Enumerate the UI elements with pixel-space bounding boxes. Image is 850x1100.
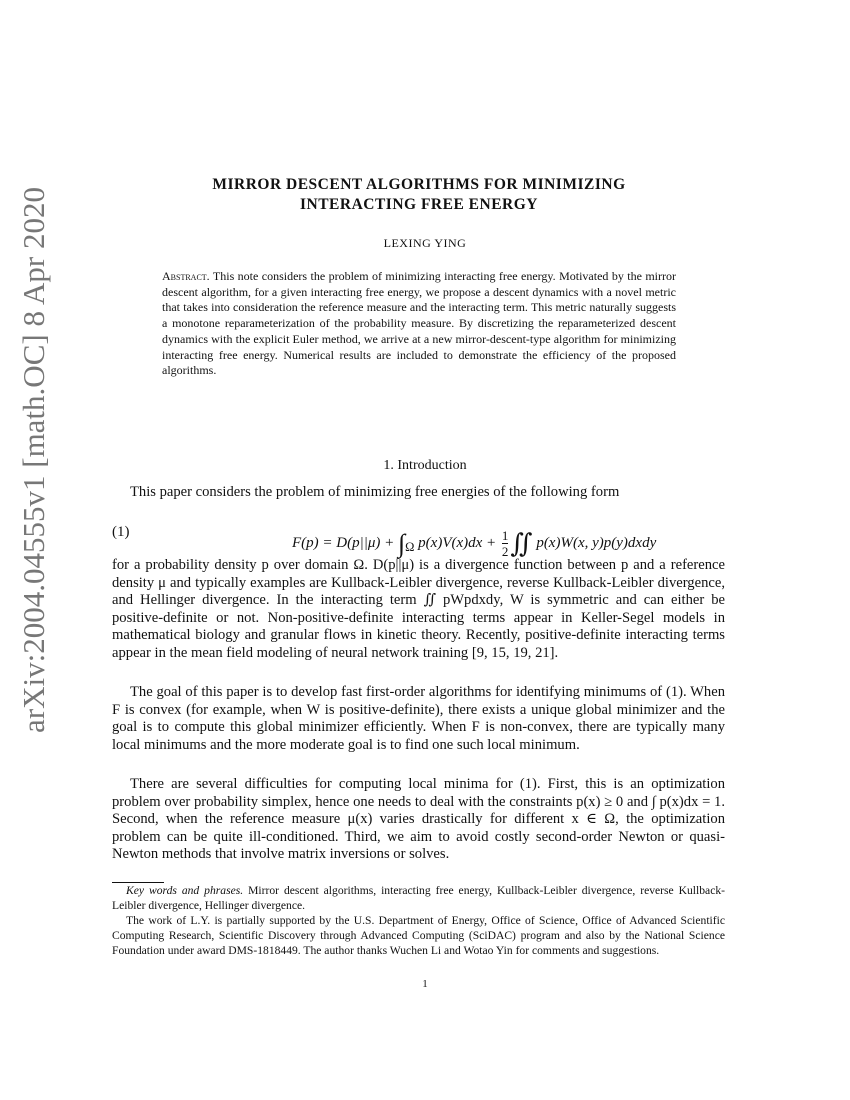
keywords-label: Key words and phrases. xyxy=(126,884,244,897)
fraction-denominator: 2 xyxy=(501,544,509,560)
equation-formula xyxy=(292,524,656,559)
paragraph-1: for a probability density p over domain Ω. D(p||μ) is a divergence function between p and a reference density μ and typically examples are Kullback-Leibler divergence, reverse Kullback-Leibler divergence, and Hellinger divergence. In the interacting term ∬ pWpdxdy, W is symmetric and can either be positive-definite or not. Non-positive-definite interacting terms appear in Keller-Segel models in mathematical biology and granular flows in kinetic theory. Recently, positive-definite interacting terms appear in the mean field modeling of neural network training [9, 15, 19, 21]. xyxy=(112,557,725,661)
author: LEXING YING xyxy=(383,236,467,250)
fraction-numerator: 1 xyxy=(501,528,509,544)
section-heading: 1. Introduction xyxy=(383,458,467,473)
equation-rhs: p(x)W(x, y)p(y)dxdy xyxy=(532,535,657,551)
paragraph-2: The goal of this paper is to develop fast first-order algorithms for identifying minimums of (1). When F is convex (for example, when W is positive-definite), there exists a unique global minimizer and the goal is to compute this global minimizer efficiently. When F is non-convex, there are typically many local minimums and the more moderate goal is to find one such local minimum. xyxy=(112,684,725,753)
equation-1 xyxy=(112,516,725,560)
intro-paragraph: This paper considers the problem of minimizing free energies of the following form xyxy=(130,484,620,500)
fraction-half xyxy=(502,528,509,559)
arxiv-identifier: arXiv:2004.04555v1 [math.OC] 8 Apr 2020 xyxy=(16,187,51,733)
equation-lhs: F(p) = D(p||μ) + xyxy=(292,535,398,551)
title-line-2: INTERACTING FREE ENERGY xyxy=(299,196,538,213)
integral-symbol: ∫ xyxy=(398,529,406,558)
abstract-label: Abstract. xyxy=(162,269,210,283)
abstract xyxy=(162,269,676,379)
footnote-rule xyxy=(112,882,164,883)
paper-title xyxy=(150,175,688,215)
abstract-text: This note considers the problem of minimizing interacting free energy. Motivated by the mirror descent algorithm, for a given interacting free energy, we propose a descent dynamics with a novel metric that takes into consideration the reference measure and the interacting term. This metric naturally suggests a monotone reparameterization of the probability measure. By discretizing the reparameterized descent dynamics with the explicit Euler method, we arrive at a new mirror-descent-type algorithm for minimizing interacting free energy. Numerical results are included to demonstrate the efficiency of the proposed algorithms. xyxy=(162,269,676,378)
footnote-funding: The work of L.Y. is partially supported by the U.S. Department of Energy, Office of Science, Office of Advanced Scientific Computing Research, Scientific Discovery through Advanced Computing (SciDAC) program and also by the National Science Foundation under award DMS-1818449. The author thanks Wuchen Li and Wotao Yin for comments and suggestions. xyxy=(112,914,725,957)
equation-mid: p(x)V(x)dx + xyxy=(414,535,500,551)
integral-domain: Ω xyxy=(405,540,415,554)
page-number: 1 xyxy=(422,978,428,990)
arxiv-sidebar xyxy=(0,0,60,1100)
double-integral-symbol: ∬ xyxy=(510,529,533,558)
title-line-1: MIRROR DESCENT ALGORITHMS FOR MINIMIZING xyxy=(212,176,626,193)
equation-number: (1) xyxy=(112,524,130,540)
keywords-text: Mirror descent algorithms, interacting free energy, Kullback-Leibler divergence, reverse Kullback-Leibler divergence, Hellinger divergence. xyxy=(112,884,725,912)
paragraph-3: There are several difficulties for computing local minima for (1). First, this is an optimization problem over probability simplex, hence one needs to deal with the constraints p(x) ≥ 0 and ∫ p(x)dx = 1. Second, when the reference measure μ(x) varies drastically for different x ∈ Ω, the optimization problem can be quite ill-conditioned. Third, we aim to avoid costly second-order Newton or quasi-Newton methods that involve matrix inversions or solves. xyxy=(112,776,725,863)
footnote-keywords xyxy=(112,884,725,914)
